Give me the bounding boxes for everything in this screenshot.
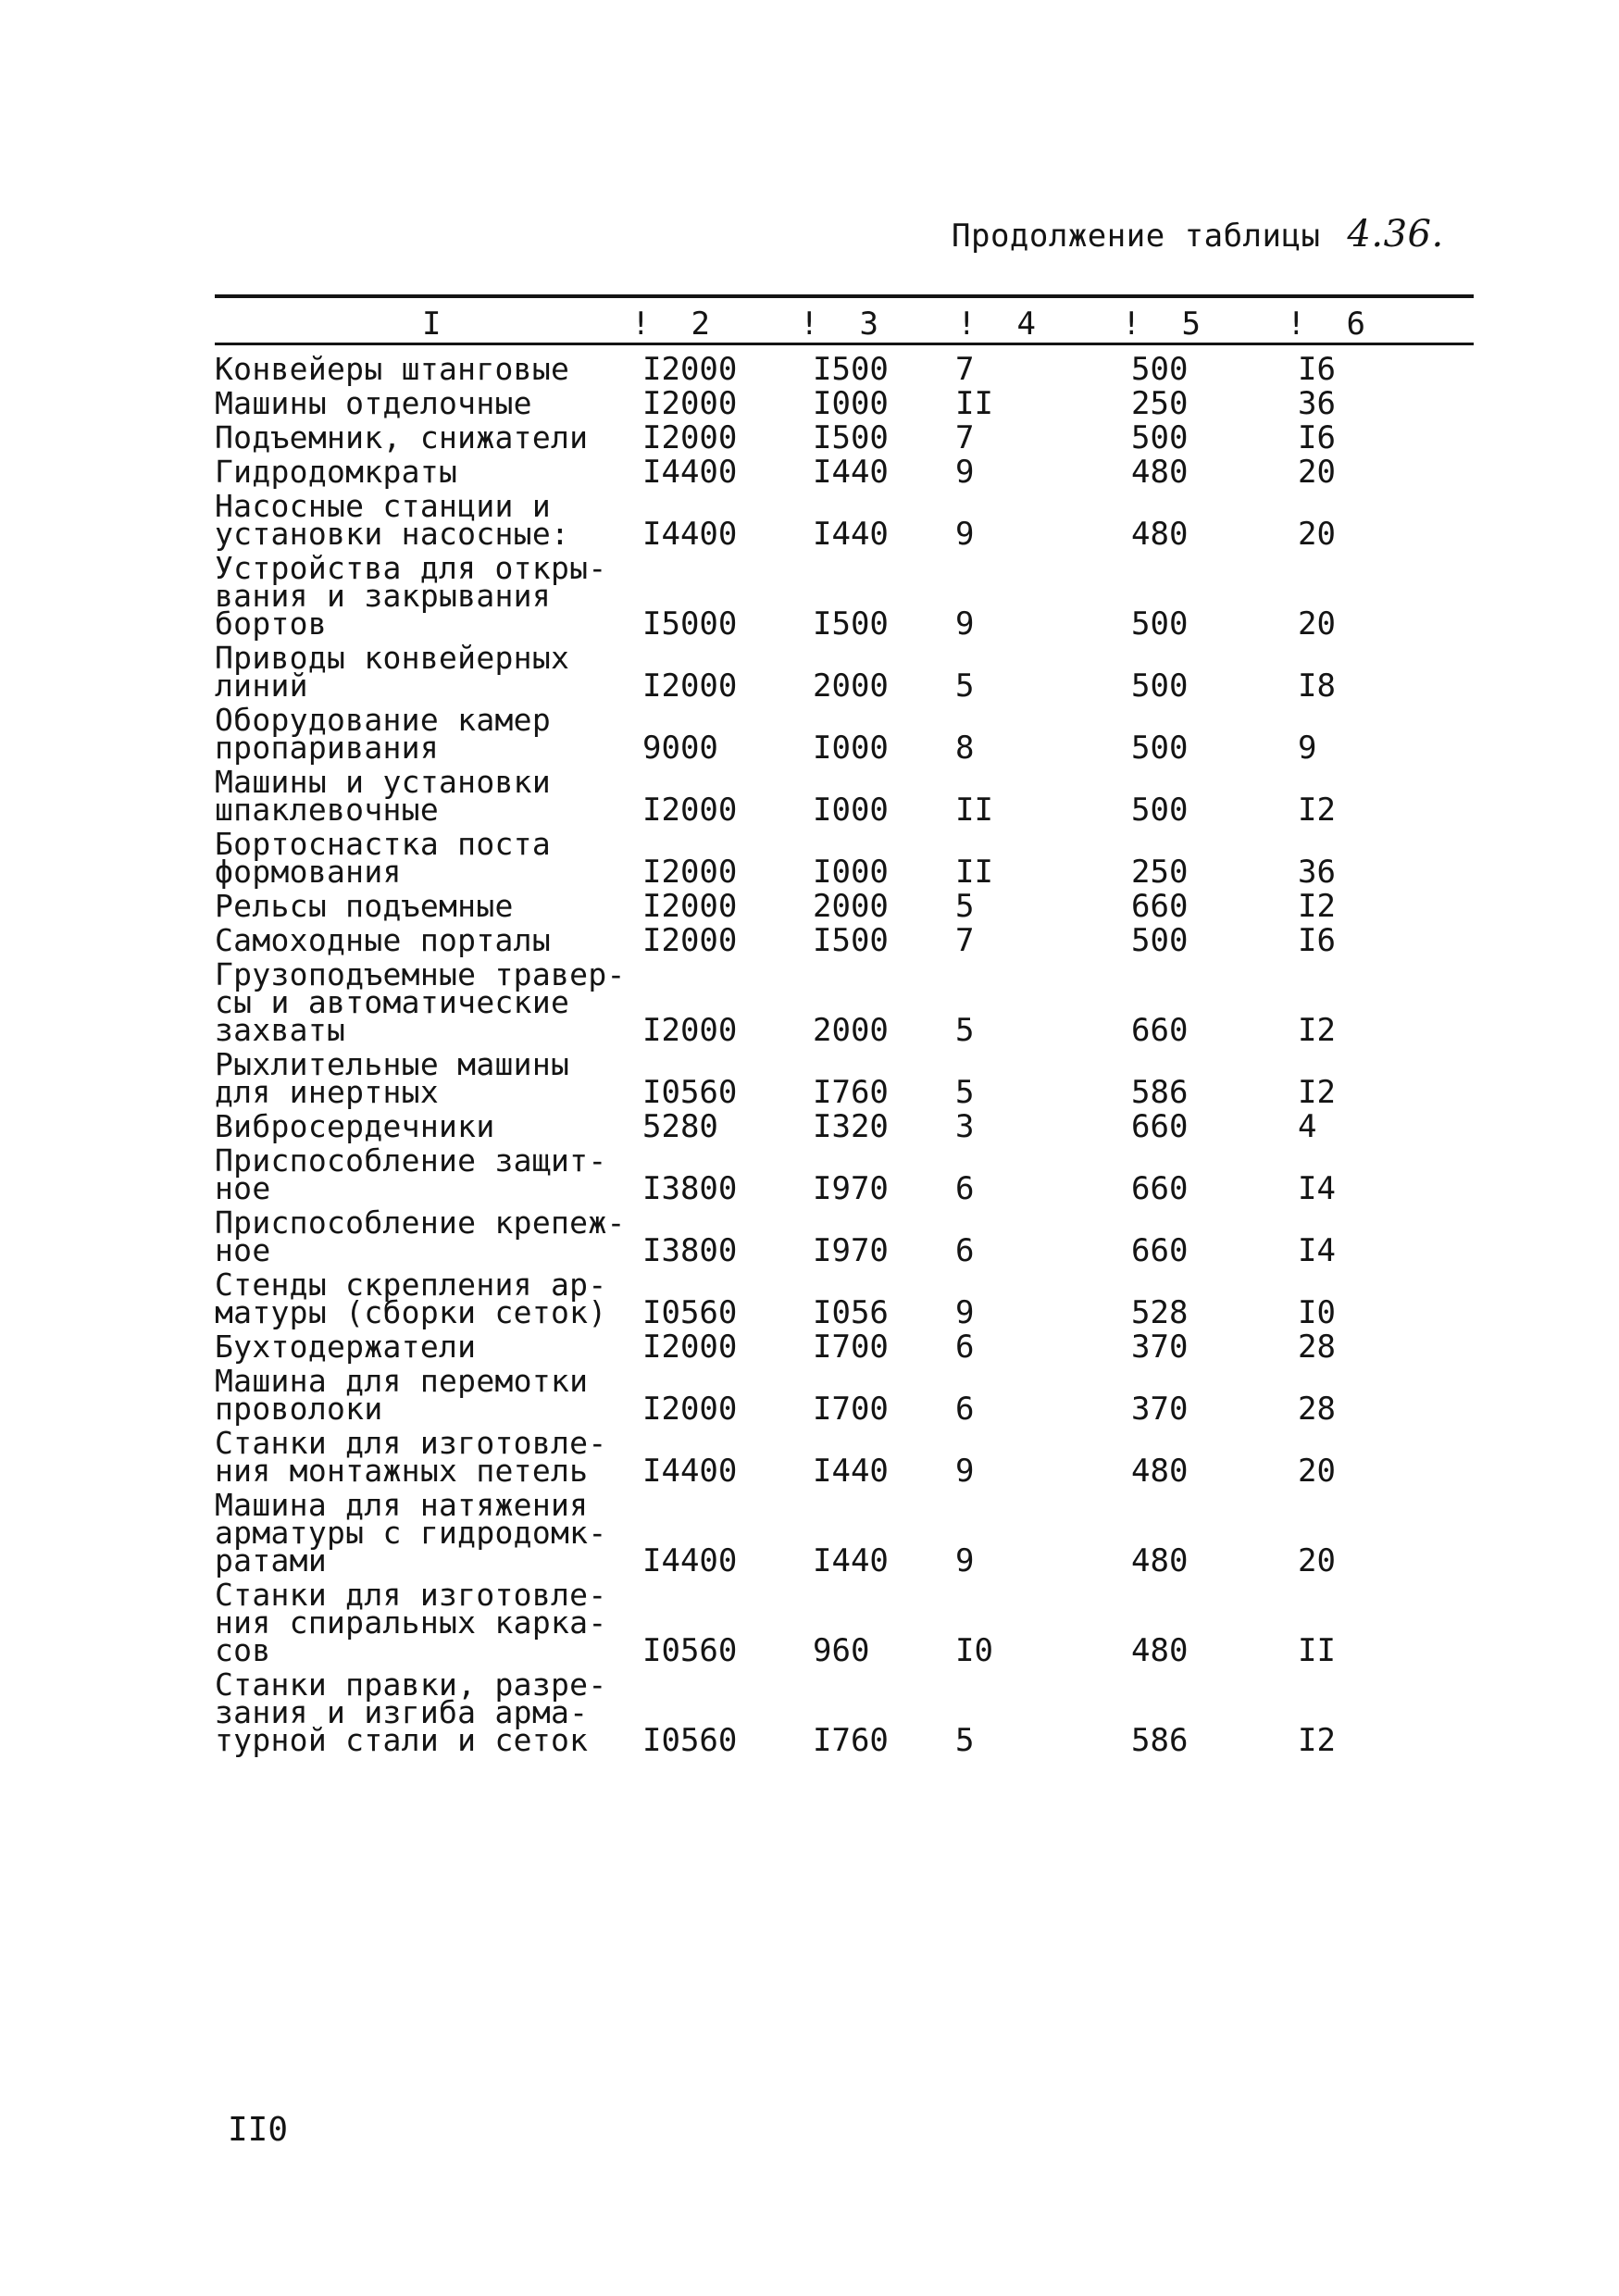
cell-col-2: I2000 [642, 888, 738, 925]
equipment-name: Машины и установки шпаклевочные [215, 764, 552, 828]
cell-col-2: I2000 [642, 1391, 738, 1428]
cell-col-5: 586 [1131, 1074, 1189, 1111]
table-row [215, 551, 1474, 641]
cell-col-2: I0560 [642, 1722, 738, 1759]
cell-col-2: I3800 [642, 1232, 738, 1269]
cell-col-3: I000 [813, 385, 889, 422]
table-row [215, 957, 1474, 1047]
table-row [215, 889, 1474, 923]
table-row [215, 1109, 1474, 1143]
cell-col-2: 5280 [642, 1108, 718, 1145]
cell-col-2: I2000 [642, 1012, 738, 1049]
equipment-name: Насосные станции и установки насосные: [215, 488, 570, 552]
table-row [215, 1426, 1474, 1488]
cell-col-3: 960 [813, 1632, 870, 1669]
cell-col-5: 500 [1131, 605, 1189, 643]
equipment-name: Грузоподъемные травер- сы и автоматические захваты [215, 956, 626, 1048]
table-row [215, 765, 1474, 827]
table-row [215, 489, 1474, 551]
cell-col-5: 500 [1131, 730, 1189, 767]
cell-col-6: 36 [1298, 385, 1336, 422]
cell-col-5: 500 [1131, 668, 1189, 705]
table-row [215, 386, 1474, 420]
cell-col-3: I500 [813, 419, 889, 456]
cell-col-6: I6 [1298, 351, 1336, 388]
table-body [215, 352, 1474, 1757]
cell-col-6: I4 [1298, 1170, 1336, 1207]
cell-col-4: II [955, 385, 993, 422]
cell-col-4: II [955, 854, 993, 891]
table-number: 4.36. [1347, 213, 1444, 256]
cell-col-2: 9000 [642, 730, 718, 767]
cell-col-3: I056 [813, 1294, 889, 1331]
equipment-name: Машина для натяжения арматуры с гидродомк- ратами [215, 1487, 607, 1578]
column-header-3: ! 3 [800, 306, 878, 343]
cell-col-2: I4400 [642, 1542, 738, 1579]
table-row [215, 923, 1474, 957]
cell-col-5: 660 [1131, 1232, 1189, 1269]
cell-col-5: 480 [1131, 516, 1189, 553]
cell-col-3: I440 [813, 516, 889, 553]
equipment-name: Машины отделочные [215, 385, 532, 421]
column-header-4: ! 4 [957, 306, 1036, 343]
cell-col-3: I500 [813, 605, 889, 643]
equipment-name: Приспособление крепеж- ное [215, 1204, 626, 1268]
table-row [215, 703, 1474, 765]
cell-col-3: I500 [813, 351, 889, 388]
header-underline [215, 343, 1474, 345]
cell-col-5: 480 [1131, 1453, 1189, 1490]
column-header-6: ! 6 [1287, 306, 1365, 343]
cell-col-4: 3 [955, 1108, 975, 1145]
cell-col-4: 9 [955, 605, 975, 643]
table-row [215, 827, 1474, 889]
cell-col-4: 7 [955, 419, 975, 456]
cell-col-6: I8 [1298, 668, 1336, 705]
cell-col-5: 660 [1131, 1012, 1189, 1049]
cell-col-2: I4400 [642, 516, 738, 553]
cell-col-4: 9 [955, 516, 975, 553]
cell-col-6: I0 [1298, 1294, 1336, 1331]
cell-col-3: I970 [813, 1232, 889, 1269]
cell-col-4: 6 [955, 1391, 975, 1428]
cell-col-5: 370 [1131, 1329, 1189, 1366]
caption-text: Продолжение таблицы [952, 218, 1321, 255]
cell-col-4: 9 [955, 1453, 975, 1490]
cell-col-5: 480 [1131, 454, 1189, 491]
cell-col-5: 660 [1131, 1170, 1189, 1207]
table-row [215, 1578, 1474, 1667]
cell-col-6: 28 [1298, 1391, 1336, 1428]
equipment-name: Станки правки, разре- зания и изгиба арма- турной стали и сеток [215, 1666, 607, 1758]
equipment-name: Подъемник, снижатели [215, 419, 589, 455]
cell-col-3: I700 [813, 1391, 889, 1428]
cell-col-2: I2000 [642, 668, 738, 705]
cell-col-4: 9 [955, 1294, 975, 1331]
table-row [215, 1364, 1474, 1426]
cell-col-5: 480 [1131, 1632, 1189, 1669]
equipment-name: Гидродомкраты [215, 454, 458, 490]
cell-col-5: 586 [1131, 1722, 1189, 1759]
cell-col-4: 6 [955, 1329, 975, 1366]
cell-col-2: I0560 [642, 1074, 738, 1111]
cell-col-6: 20 [1298, 454, 1336, 491]
equipment-name: Приводы конвейерных линий [215, 640, 570, 704]
cell-col-3: I440 [813, 454, 889, 491]
equipment-name: Самоходные порталы [215, 922, 552, 958]
equipment-name: Устройства для откры- вания и закрывания бортов [215, 550, 607, 642]
cell-col-6: 20 [1298, 1453, 1336, 1490]
table-row [215, 1047, 1474, 1109]
cell-col-2: I2000 [642, 419, 738, 456]
cell-col-3: 2000 [813, 668, 889, 705]
cell-col-6: 9 [1298, 730, 1317, 767]
cell-col-5: 500 [1131, 922, 1189, 959]
cell-col-2: I0560 [642, 1294, 738, 1331]
equipment-name: Станки для изготовле- ния монтажных петель [215, 1425, 607, 1489]
cell-col-6: I2 [1298, 1074, 1336, 1111]
cell-col-6: 4 [1298, 1108, 1317, 1145]
cell-col-4: I0 [955, 1632, 993, 1669]
cell-col-5: 528 [1131, 1294, 1189, 1331]
equipment-name: Стенды скрепления ар- матуры (сборки сеток) [215, 1267, 607, 1330]
table-caption [952, 213, 1444, 256]
cell-col-6: I6 [1298, 922, 1336, 959]
equipment-name: Рыхлительные машины для инертных [215, 1046, 570, 1110]
cell-col-3: I000 [813, 792, 889, 829]
cell-col-2: I2000 [642, 922, 738, 959]
table-row [215, 455, 1474, 489]
cell-col-3: I970 [813, 1170, 889, 1207]
equipment-name: Приспособление защит- ное [215, 1142, 607, 1206]
cell-col-4: 9 [955, 1542, 975, 1579]
cell-col-2: I5000 [642, 605, 738, 643]
cell-col-2: I2000 [642, 1329, 738, 1366]
cell-col-4: 6 [955, 1232, 975, 1269]
cell-col-2: I2000 [642, 792, 738, 829]
equipment-name: Рельсы подъемные [215, 888, 514, 924]
cell-col-6: 20 [1298, 605, 1336, 643]
cell-col-4: 5 [955, 668, 975, 705]
cell-col-4: 5 [955, 1722, 975, 1759]
cell-col-2: I2000 [642, 351, 738, 388]
cell-col-3: I320 [813, 1108, 889, 1145]
cell-col-3: I760 [813, 1074, 889, 1111]
table-row [215, 1267, 1474, 1329]
cell-col-5: 500 [1131, 419, 1189, 456]
cell-col-2: I4400 [642, 454, 738, 491]
equipment-name: Оборудование камер пропаривания [215, 702, 552, 766]
cell-col-5: 480 [1131, 1542, 1189, 1579]
cell-col-4: 9 [955, 454, 975, 491]
cell-col-4: 8 [955, 730, 975, 767]
equipment-name: Конвейеры штанговые [215, 351, 570, 387]
equipment-name: Бухтодержатели [215, 1329, 477, 1365]
cell-col-4: 5 [955, 1012, 975, 1049]
table-row [215, 352, 1474, 386]
cell-col-5: 250 [1131, 854, 1189, 891]
cell-col-4: II [955, 792, 993, 829]
cell-col-6: I6 [1298, 419, 1336, 456]
column-header-5: ! 5 [1122, 306, 1201, 343]
table-row [215, 641, 1474, 703]
cell-col-3: I500 [813, 922, 889, 959]
cell-col-2: I0560 [642, 1632, 738, 1669]
cell-col-6: I4 [1298, 1232, 1336, 1269]
cell-col-5: 660 [1131, 888, 1189, 925]
table-row [215, 1329, 1474, 1364]
cell-col-3: I000 [813, 854, 889, 891]
cell-col-4: 7 [955, 922, 975, 959]
cell-col-4: 5 [955, 1074, 975, 1111]
table-row [215, 1488, 1474, 1578]
equipment-name: Вибросердечники [215, 1108, 495, 1144]
cell-col-6: II [1298, 1632, 1336, 1669]
equipment-name: Машина для перемотки проволоки [215, 1363, 589, 1427]
table-top-rule [215, 294, 1474, 298]
column-header-1: I [422, 306, 442, 343]
equipment-name: Бортоснастка поста формования [215, 826, 552, 890]
cell-col-2: I3800 [642, 1170, 738, 1207]
cell-col-6: 28 [1298, 1329, 1336, 1366]
equipment-name: Станки для изготовле- ния спиральных карка- сов [215, 1577, 607, 1668]
cell-col-6: 36 [1298, 854, 1336, 891]
cell-col-6: 20 [1298, 1542, 1336, 1579]
cell-col-3: I440 [813, 1542, 889, 1579]
table-row [215, 1143, 1474, 1205]
cell-col-5: 500 [1131, 792, 1189, 829]
cell-col-3: I700 [813, 1329, 889, 1366]
column-header-2: ! 2 [631, 306, 710, 343]
cell-col-5: 500 [1131, 351, 1189, 388]
cell-col-6: I2 [1298, 792, 1336, 829]
cell-col-6: 20 [1298, 516, 1336, 553]
table-row [215, 420, 1474, 455]
page-number: II0 [228, 2111, 289, 2149]
cell-col-4: 6 [955, 1170, 975, 1207]
cell-col-2: I4400 [642, 1453, 738, 1490]
cell-col-4: 5 [955, 888, 975, 925]
cell-col-3: I760 [813, 1722, 889, 1759]
cell-col-2: I2000 [642, 854, 738, 891]
table-row [215, 1667, 1474, 1757]
cell-col-3: I000 [813, 730, 889, 767]
cell-col-5: 370 [1131, 1391, 1189, 1428]
cell-col-6: I2 [1298, 1012, 1336, 1049]
cell-col-4: 7 [955, 351, 975, 388]
cell-col-6: I2 [1298, 888, 1336, 925]
cell-col-3: 2000 [813, 1012, 889, 1049]
cell-col-3: I440 [813, 1453, 889, 1490]
table-row [215, 1205, 1474, 1267]
cell-col-5: 660 [1131, 1108, 1189, 1145]
cell-col-5: 250 [1131, 385, 1189, 422]
cell-col-2: I2000 [642, 385, 738, 422]
cell-col-6: I2 [1298, 1722, 1336, 1759]
cell-col-3: 2000 [813, 888, 889, 925]
